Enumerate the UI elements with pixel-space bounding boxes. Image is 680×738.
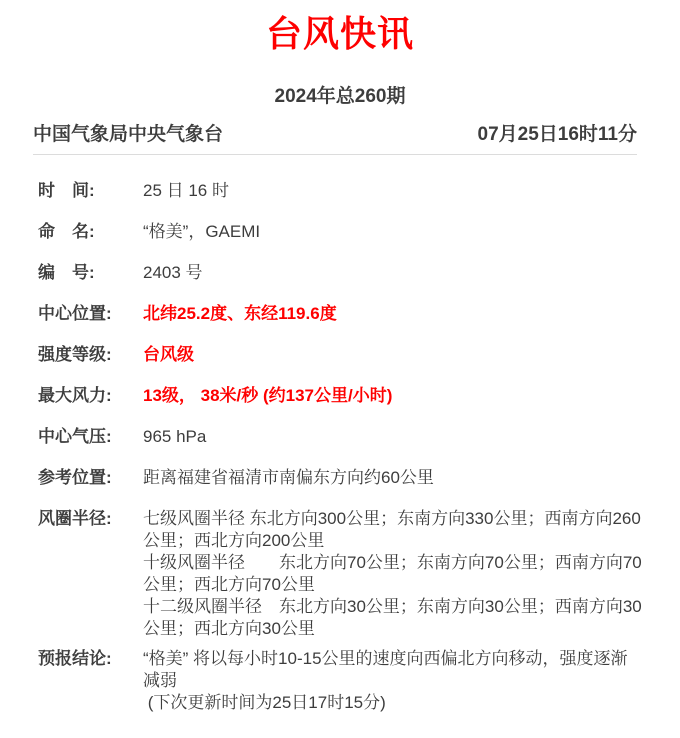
field-value-line: 十二级风圈半径 东北方向30公里；东南方向30公里；西南方向30	[143, 597, 642, 616]
field-value-line: 2403 号	[143, 263, 203, 282]
info-row-center-pressure	[38, 426, 637, 448]
field-value	[143, 508, 642, 640]
field-label: 中心位置:	[38, 304, 112, 323]
field-value-line: (下次更新时间为25日17时15分)	[143, 693, 386, 712]
info-row-intensity-level	[38, 344, 637, 366]
issue-number: 2024年总260期	[274, 86, 406, 107]
info-row-name	[38, 221, 637, 243]
field-label: 最大风力:	[38, 386, 112, 405]
field-value-line: “格美”，GAEMI	[143, 222, 261, 241]
field-value-line: 减弱	[143, 671, 177, 690]
field-value-line: 965 hPa	[143, 427, 207, 446]
field-label: 时 间:	[38, 181, 95, 200]
field-label: 参考位置:	[38, 468, 112, 487]
field-label: 强度等级:	[38, 345, 112, 364]
field-label: 编 号:	[38, 263, 95, 282]
field-value-line: 台风级	[143, 345, 194, 364]
field-value-line: “格美” 将以每小时10-15公里的速度向西偏北方向移动，强度逐渐	[143, 649, 628, 668]
header-divider	[33, 154, 637, 155]
bulletin-meta-row	[33, 124, 637, 146]
field-value	[143, 262, 203, 284]
info-row-time	[38, 180, 637, 202]
field-value-line: 25 日 16 时	[143, 181, 229, 200]
field-value	[143, 303, 337, 325]
field-value-line: 北纬25.2度、东经119.6度	[143, 304, 337, 323]
agency-name: 中国气象局中央气象台	[33, 124, 224, 145]
bulletin-fields	[38, 180, 642, 714]
field-value-line: 公里；西北方向200公里	[143, 531, 325, 550]
info-row-forecast-conclusion	[38, 648, 637, 714]
field-label: 预报结论:	[38, 649, 112, 668]
field-value	[143, 648, 628, 714]
field-value	[143, 344, 194, 366]
field-value-line: 七级风圈半径 东北方向300公里；东南方向330公里；西南方向260	[143, 509, 641, 528]
info-row-wind-circle-radius	[38, 508, 642, 640]
info-row-center-position	[38, 303, 637, 325]
field-value-line: 十级风圈半径 东北方向70公里；东南方向70公里；西南方向70	[143, 553, 642, 572]
field-value	[143, 180, 229, 202]
field-label: 命 名:	[38, 222, 95, 241]
field-label: 中心气压:	[38, 427, 112, 446]
field-value	[143, 426, 206, 448]
field-value	[143, 385, 392, 407]
field-value-line: 公里；西北方向70公里	[143, 575, 315, 594]
field-value-line: 距离福建省福清市南偏东方向约60公里	[143, 468, 434, 487]
info-row-number	[38, 262, 637, 284]
info-row-reference-position	[38, 467, 637, 489]
page-title: 台风快讯	[265, 13, 414, 54]
info-row-max-wind	[38, 385, 637, 407]
field-label: 风圈半径:	[38, 509, 112, 528]
field-value	[143, 467, 434, 489]
typhoon-bulletin-page	[0, 14, 680, 714]
issue-datetime: 07月25日16时11分	[477, 124, 637, 145]
field-value-line: 公里；西北方向30公里	[143, 619, 315, 638]
field-value-line: 13级， 38米/秒 (约137公里/小时)	[143, 386, 393, 405]
field-value	[143, 221, 260, 243]
